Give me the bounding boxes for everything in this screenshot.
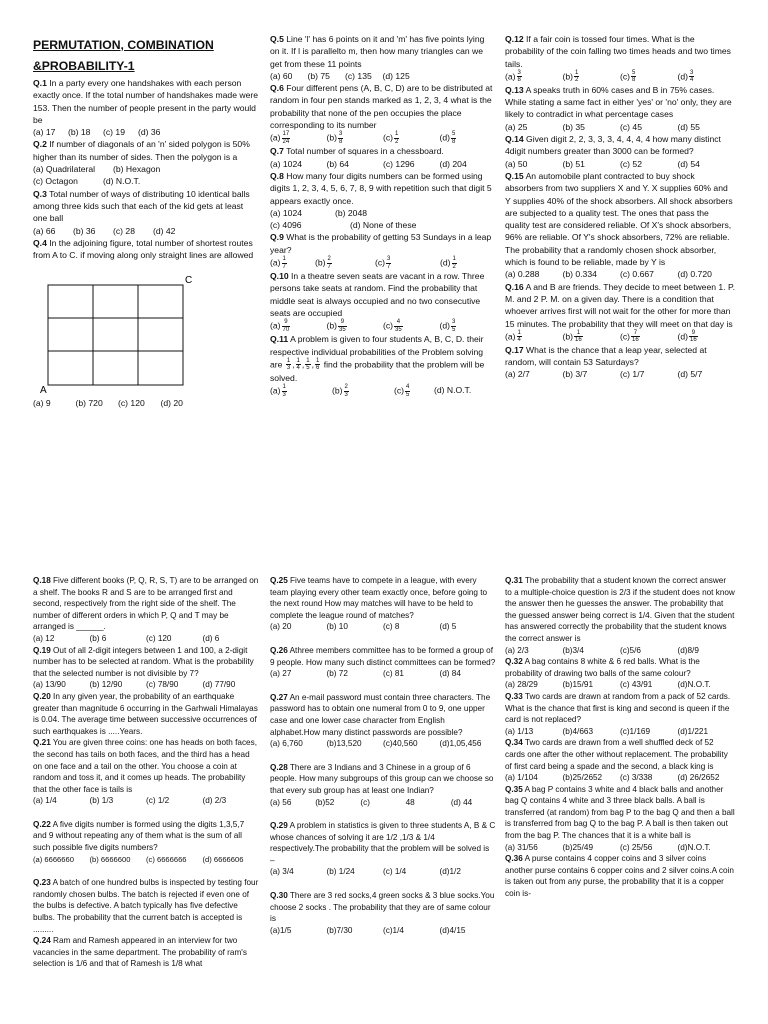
page-title: PERMUTATION, COMBINATION &PROBABILITY-1 <box>33 38 214 73</box>
question-26: Q.26 Athree members committee has to be formed a group of 9 people. How many such distinct committees can be formed? <box>270 645 496 667</box>
question-19: Q.19 Out of all 2-digit integers between 1 and 100, a 2-digit number has to be selected at random. What is the probability that the selected number is not divisible by 7? <box>33 645 254 678</box>
column-6 <box>505 575 735 900</box>
options-29: (a) 3/4 (b) 1/24 (c) 1/4 (d)1/2 <box>270 867 461 877</box>
options-28: (a) 56 (b)52 (c) 48 (d) 44 <box>270 797 473 807</box>
options-2b: (c) Octagon (d) N.O.T. <box>33 176 141 187</box>
question-30: Q.30 There are 3 red socks,4 green socks & 3 blue socks.You choose 2 socks . The probability that they are of same colour is <box>270 891 495 924</box>
question-32: Q.32 A bag contains 8 white & 6 red balls. What is the probability of drawing two balls of the same colour? <box>505 657 700 678</box>
options-31: (a) 2/3 (b)3/4 (c)5/6 (d)8/9 <box>505 645 699 655</box>
options-14: (a) 50 (b) 51 (c) 52 (d) 54 <box>505 158 700 169</box>
corner-c-label: C <box>185 275 193 287</box>
question-25: Q.25 Five teams have to compete in a league, with every team playing every other team exactly once, before going to the next round How may matches will have to be held to complete the league round of matches? <box>270 576 488 620</box>
options-35: (a) 31/56 (b)25/49 (c) 25/56 (d)N.O.T. <box>505 842 711 852</box>
options-27: (a) 6,760 (b)13,520 (c)40,560 (d)1,05,456 <box>270 739 482 749</box>
question-20: Q.20 In any given year, the probability of an earthquake greater than magnitude 6 occurring in the Garhwali Himalayas is 0.04. The average time between successive occurrences of such earthquakes is .....Years. <box>33 691 258 736</box>
question-13: Q.13 A speaks truth in 60% cases and B in 75% cases. While stating a same fact in either 'yes' or 'no' only, they are likely to contradict in what percentage cases <box>505 84 732 120</box>
options-26: (a) 27 (b) 72 (c) 81 (d) 84 <box>270 669 461 679</box>
options-2a: (a) Quadrilateral (b) Hexagon <box>33 164 161 175</box>
page-bottom-half <box>0 572 768 1024</box>
column-2 <box>270 33 496 398</box>
column-4 <box>33 575 259 970</box>
options-34: (a) 1/104 (b)25/2652 (c) 3/338 (d) 26/2652 <box>505 773 720 783</box>
route-grid-figure <box>33 269 259 395</box>
question-17: Q.17 What is the chance that a leap year, selected at random, will contain 53 Saturdays? <box>505 344 707 368</box>
options-9: (a) $\frac{1}{7}$ (b) $\frac{2}{7}$ (c) $\frac{3}{7}$ (d) $\frac{1}{2}$ <box>270 256 456 270</box>
question-21: Q.21 You are given three coins: one has heads on both faces, the second has tails on both faces, and the third has a head on one face and a tail on the other. You choose a coin at random and toss it, and it comes up heads. The probability that the other face is tails is <box>33 738 257 794</box>
question-24: Q.24 Ram and Ramesh appeared in an interview for two vacancies in the same department. The probability of ram's selection is 1/6 and that of Ramesh is 1/8 what <box>33 936 247 969</box>
question-10: Q.10 In a theatre seven seats are vacant in a row. Three persons take seats at random. Find the probability that middle seat is always occupied and no two consecutive seats are occupied <box>270 271 485 318</box>
question-4: Q.4 In the adjoining figure, total number of shortest routes from A to C. if moving along only straight lines are allowed <box>33 237 254 261</box>
options-10: (a) $\frac{9}{70}$ (b) $\frac{9}{35}$ (c) $\frac{4}{35}$ (d) $\frac{3}{5}$ <box>270 319 456 333</box>
grid-border <box>48 285 183 385</box>
options-32: (a) 28/29 (b)15/91 (c) 43/91 (d)N.O.T. <box>505 680 711 690</box>
options-15: (a) 0.288 (b) 0.334 (c) 0.667 (d) 0.720 <box>505 269 712 280</box>
question-18: Q.18 Five different books (P, Q, R, S, T) are to be arranged on a shelf. The books R and S are to be arranged first and second, respectively from the right side of the shelf. The number of different orders in which P, Q and T may be arranged is ______. <box>33 576 259 632</box>
question-23: Q.23 A batch of one hundred bulbs is inspected by testing four randomly chosen bulbs. The batch is rejected if even one of the bulbs is defective. A batch typically has five defective bulbs. The probability that the current batch is accepted is ......... <box>33 878 259 934</box>
options-13: (a) 25 (b) 35 (c) 45 (d) 55 <box>505 121 700 132</box>
options-33: (a) 1/13 (b)4/663 (c)1/169 (d)1/221 <box>505 726 708 736</box>
question-6: Q.6 Four different pens (A, B, C, D) are to be distributed at random in four pen stands marked as 1, 2, 3, 4 what is the probability that none of the pen occupies the place corresponding to its number <box>270 83 493 131</box>
options-1: (a) 17 (b) 18 (c) 19 (d) 36 <box>33 127 161 138</box>
question-15: Q.15 An automobile plant contracted to buy shock absorbers from two suppliers X and Y. X supplies 60% and Y supplies 40% of the shock absorbers. All shock absorbers are subjected to a quality test. The ones that pass the quality test are considered reliable. Of X's shock absorbers, 96% are reliable. Of Y's shock absorbers, 72% are reliable. The probability that a randomly chosen shock absorber, which is found to be reliable, made by Y is <box>505 170 733 268</box>
options-16: (a) $\frac{1}{4}$ (b) $\frac{1}{16}$ (c) $\frac{7}{16}$ (d) $\frac{9}{16}$ <box>505 329 697 344</box>
question-11: Q.11 A problem is given to four students A, B, C, D. their respective individual probabilities of the Problem solving are $\frac{1}{3}$ , $\frac{1}{4}$ , $\frac{1}{5}$ , $\frac{1}{6}$ find the probability that the problem will be solved. <box>270 334 485 383</box>
question-28: Q.28 There are 3 Indians and 3 Chinese in a group of 6 people. How many subgroups of this group can we choose so that every sub group has at least one Indian? <box>270 762 494 795</box>
options-5: (a) 60 (b) 75 (c) 135 (d) 125 <box>270 70 410 81</box>
question-22: Q.22 A five digits number is formed using the digits 1,3,5,7 and 9 without repeating any of them what is the sum of all such possible five digits numbers? <box>33 819 245 853</box>
options-21: (a) 1/4 (b) 1/3 (c) 1/2 (d) 2/3 <box>33 796 227 806</box>
question-12: Q.12 If a fair coin is tossed four times. What is the probability of the coin falling two times heads and two times tails. <box>505 34 731 69</box>
question-36: Q.36 A purse contains 4 copper coins and 3 silver coins another purse contains 6 copper coins and 2 silver coins.A coin is taken out from any purse, the probability that it is a copper coin is- <box>505 854 734 899</box>
question-5: Q.5 Line 'l' has 6 points on it and 'm' has five points lying on it. If l is parallelto m, then how many triangles can we get from these 11 points <box>270 34 485 69</box>
options-25: (a) 20 (b) 10 (c) 8 (d) 5 <box>270 622 457 632</box>
column-1 <box>33 33 259 410</box>
options-8a: (a) 1024 (b) 2048 <box>270 207 368 218</box>
question-35: Q.35 A bag P contains 3 white and 4 black balls and another bag Q contains 4 white and 3 three black balls. A ball is transferred (at random) from bag P to the bag Q and then a ball is transferred from bag Q to the bag P. A ball is then taken out from the bag P. The chances that it is a white ball is <box>505 784 735 841</box>
options-17: (a) 2/7 (b) 3/7 (c) 1/7 (d) 5/7 <box>505 369 703 380</box>
corner-a-label: A <box>40 385 47 396</box>
options-18: (a) 12 (b) 6 (c) 120 (d) 6 <box>33 633 220 643</box>
options-8b: (c) 4096 (d) None of these <box>270 220 417 231</box>
question-34: Q.34 Two cards are drawn from a well shuffled deck of 52 cards one after the other without replacement. The probability of first card being a spade and the second, a black king is <box>505 738 728 771</box>
question-7: Q.7 Total number of squares in a chessboard. <box>270 146 444 157</box>
question-14: Q.14 Given digit 2, 2, 3, 3, 3, 4, 4, 4, 4 how many distinct 4digit numbers greater than 3000 can be formed? <box>505 134 721 157</box>
options-19: (a) 13/90 (b) 12/90 (c) 78/90 (d) 77/90 <box>33 680 236 690</box>
column-3 <box>505 33 735 381</box>
options-6: (a) $\frac{17}{24}$ (b) $\frac{3}{8}$ (c) $\frac{1}{2}$ (d) $\frac{5}{8}$ <box>270 131 456 145</box>
question-29: Q.29 A problem in statistics is given to three students A, B & C whose chances of solving it are 1/2 ,1/3 & 1/4 respectively.The probability that the problem will be solved is – <box>270 821 496 865</box>
question-16: Q.16 A and B are friends. They decide to meet between 1. P. M. and 2 P. M. on a given day. There is a condition that whoever arrives first will not wait for the other for more than 15 minutes. The probability that they will meet on that day is <box>505 281 735 329</box>
options-30: (a)1/5 (b)7/30 (c)1/4 (d)4/15 <box>270 925 466 935</box>
question-9: Q.9 What is the probability of getting 53 Sundays in a leap year? <box>270 232 492 255</box>
question-8: Q.8 How many four digits numbers can be formed using digits 1, 2, 3, 4, 5, 6, 7, 8, 9 with repetition such that digit 5 appears exactly once. <box>270 170 492 206</box>
column-5 <box>270 575 496 936</box>
options-22: (a) 6666660 (b) 6666600 (c) 6666666 (d) 6666606 <box>33 854 244 864</box>
options-12: (a) $\frac{3}{8}$ (b) $\frac{1}{2}$ (c) $\frac{5}{8}$ (d) $\frac{3}{4}$ <box>505 69 694 84</box>
options-7: (a) 1024 (b) 64 (c) 1296 (d) 204 <box>270 158 467 169</box>
question-2: Q.2 If number of diagonals of an 'n' sided polygon is 50% higher than its number of sides. Then the polygon is a <box>33 139 250 162</box>
question-1: Q.1 In a party every one handshakes with each person exactly once. If the total number of handshakes made were 153. Then the number of people present in the party would be <box>33 78 258 125</box>
options-3: (a) 66 (b) 36 (c) 28 (d) 42 <box>33 225 176 236</box>
options-4: (a) 9 (b) 720 (c) 120 (d) 20 <box>33 398 183 409</box>
question-33: Q.33 Two cards are drawn at random from a pack of 52 cards. What is the chance that first is king and second is queen if the card is not replaced? <box>505 691 731 725</box>
question-3: Q.3 Total number of ways of distributing 10 identical balls among three kids such that each of the kid gets at least one ball <box>33 188 250 224</box>
question-27: Q.27 An e-mail password must contain three characters. The password has to obtain one numeral from 0 to 9, one upper case and one lower case character from English alphabet.How many distinct passwords are possible? <box>270 692 491 737</box>
question-31: Q.31 The probability that a student known the correct answer to a multiple-choice question is 2/3 if the student does not know the answer then he guesses the answer. The probability that the guessed answer being correct is 1/4. Given that the student has answered correctly the probability that the student knows the correct answer is <box>505 576 735 643</box>
options-11: (a) $\frac{1}{3}$ (b) $\frac{2}{3}$ (c) $\frac{4}{5}$ (d) N.O.T. <box>270 384 472 398</box>
